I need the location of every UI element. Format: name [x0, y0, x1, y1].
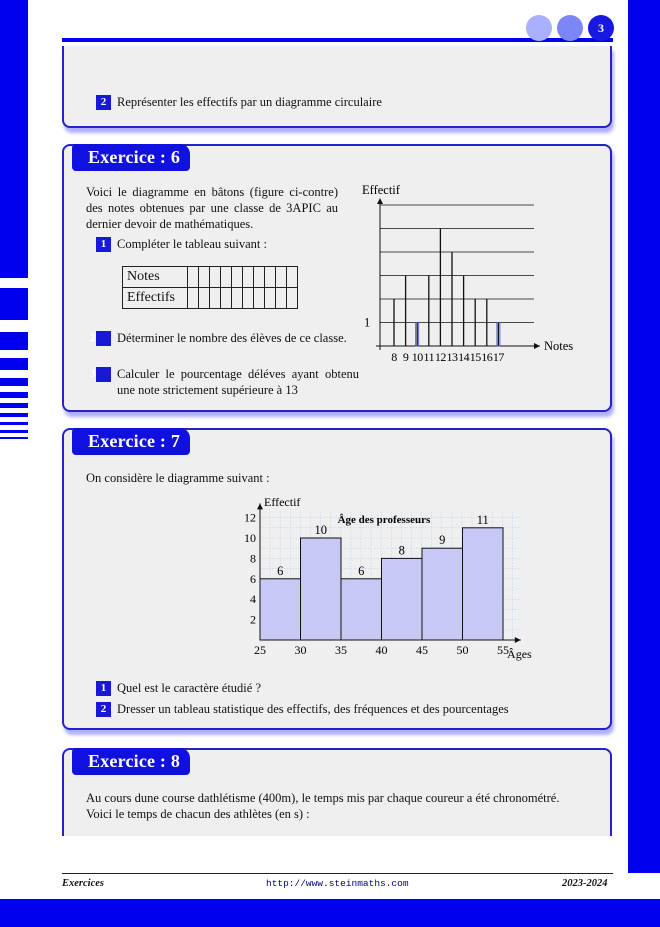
x-tick-label: 14 — [458, 350, 470, 364]
question-number: 2 — [96, 702, 111, 717]
exercise-8-title: Exercice : 8 — [72, 748, 190, 775]
exercise-6-box — [62, 144, 612, 412]
chart-title: Âge des professeurs — [337, 514, 431, 526]
bottom-bar — [0, 899, 660, 927]
question-text: Représenter les effectifs par un diagramme circulaire — [117, 95, 382, 109]
x-tick-label: 40 — [375, 643, 388, 657]
question-item — [96, 701, 509, 717]
x-tick-label: 13 — [446, 350, 458, 364]
exercise-8-line-2: Voici le temps de chacun des athlètes (en s) : — [86, 807, 310, 821]
x-tick-label: 16 — [481, 350, 493, 364]
page-dot-light — [526, 15, 552, 41]
x-axis-label: Âges — [507, 647, 532, 661]
table-header-cell: Effectifs — [123, 288, 188, 309]
y-tick-label: 12 — [244, 510, 256, 525]
question-text: Déterminer le nombre des élèves de ce classe. — [117, 331, 347, 345]
question-number: 1 — [96, 681, 111, 696]
table-empty-cell — [276, 267, 287, 288]
exercise-6-intro: Voici le diagramme en bâtons (figure ci-contre) des notes obtenues par une classe de 3APIC au dernier devoir de mathématiques. — [86, 185, 338, 231]
question-text: Compléter le tableau suivant : — [117, 237, 267, 251]
left-margin-stripe — [0, 392, 28, 398]
left-margin-stripe — [0, 437, 28, 439]
exercise-7-intro: On considère le diagramme suivant : — [86, 471, 270, 485]
left-margin-stripe — [0, 422, 28, 425]
x-axis-arrow — [515, 637, 521, 643]
table-empty-cell — [221, 267, 232, 288]
table-empty-cell — [254, 267, 265, 288]
x-tick-label: 8 — [391, 350, 397, 364]
x-tick-label: 17 — [492, 350, 504, 364]
table-empty-cell — [243, 267, 254, 288]
bar-value-label: 8 — [398, 543, 405, 558]
footer-year: 2023-2024 — [562, 878, 608, 889]
histogram-bar — [341, 579, 382, 640]
y-axis-arrow — [257, 503, 263, 509]
table-empty-cell — [221, 288, 232, 309]
x-tick-label: 55 — [497, 643, 509, 657]
question-item — [96, 94, 382, 110]
histogram-bar — [260, 579, 301, 640]
x-tick-label: 35 — [335, 643, 347, 657]
question-item — [90, 330, 359, 346]
table-empty-cell — [188, 267, 199, 288]
y-tick-label: 2 — [250, 612, 256, 627]
table-empty-cell — [232, 267, 243, 288]
x-axis-arrow — [534, 343, 540, 349]
exercise-8-line-1: Au cours dune course dathlétisme (400m), le temps mis par chaque coureur a été chronométré. — [86, 791, 560, 805]
footer-rule — [62, 873, 613, 874]
question-text: Dresser un tableau statistique des effectifs, des fréquences et des pourcentages — [117, 702, 509, 716]
exercise-7-title: Exercice : 7 — [72, 428, 190, 455]
x-tick-label: 9 — [402, 350, 409, 364]
previous-exercise-box — [62, 46, 612, 128]
left-margin-stripe — [0, 430, 28, 433]
question-number: 1 — [96, 237, 111, 252]
header-rule — [62, 38, 613, 42]
x-tick-label: 10 — [411, 350, 423, 364]
table-empty-cell — [287, 288, 298, 309]
exercise-6-title: Exercice : 6 — [72, 144, 190, 171]
y-tick-label: 4 — [250, 592, 256, 607]
histogram-bar — [422, 548, 463, 640]
bar-value-label: 10 — [314, 523, 327, 537]
page-dot-medium — [557, 15, 583, 41]
x-tick-label: 11 — [423, 350, 435, 364]
y-axis-label: Effectif — [362, 183, 400, 197]
question-item — [90, 366, 359, 398]
left-margin-stripe — [0, 332, 28, 350]
table-row — [123, 267, 298, 288]
teacher-age-histogram — [174, 492, 532, 664]
right-margin-bar — [628, 0, 660, 873]
y-tick-label: 10 — [244, 531, 256, 545]
x-tick-label: 30 — [294, 643, 307, 657]
footer-left: Exercices — [62, 878, 104, 889]
y-tick-label: 8 — [250, 551, 256, 566]
y-axis-arrow — [377, 198, 383, 204]
x-tick-label: 12 — [434, 350, 446, 364]
bar-value-label: 6 — [277, 563, 284, 578]
bar-value-label: 6 — [358, 563, 365, 578]
page-number-badge: 3 — [588, 15, 614, 41]
histogram-bar — [463, 528, 504, 640]
left-margin-stripe — [0, 358, 28, 370]
table-empty-cell — [265, 288, 276, 309]
left-margin-stripe — [0, 403, 28, 408]
table-empty-cell — [199, 288, 210, 309]
y-tick-label: 1 — [364, 315, 371, 330]
histogram-bar — [301, 538, 342, 640]
table-empty-cell — [254, 288, 265, 309]
table-empty-cell — [276, 288, 287, 309]
left-margin-stripe — [0, 378, 28, 386]
question-number: 2 — [96, 331, 111, 346]
bar-value-label: 9 — [439, 533, 446, 548]
table-empty-cell — [188, 288, 199, 309]
question-text: Calculer le pourcentage déléves ayant obtenu une note strictement supérieure à 13 — [117, 367, 359, 397]
x-tick-label: 25 — [254, 643, 266, 657]
table-empty-cell — [210, 288, 221, 309]
table-empty-cell — [210, 267, 221, 288]
notes-table — [122, 266, 298, 309]
question-number: 2 — [96, 95, 111, 110]
exercise-7-box — [62, 428, 612, 730]
table-empty-cell — [243, 288, 254, 309]
table-empty-cell — [287, 267, 298, 288]
question-item — [96, 236, 267, 252]
histogram-bar — [382, 558, 423, 640]
bar-value-label: 11 — [476, 512, 489, 527]
exercise-8-box — [62, 748, 612, 836]
x-tick-label: 45 — [416, 643, 428, 657]
table-empty-cell — [265, 267, 276, 288]
grades-bar-chart — [354, 182, 594, 372]
y-tick-label: 6 — [250, 571, 256, 586]
left-margin-stripe — [0, 413, 28, 417]
table-empty-cell — [232, 288, 243, 309]
question-number: 3 — [96, 367, 111, 382]
question-text: Quel est le caractère étudié ? — [117, 681, 262, 695]
table-row — [123, 288, 298, 309]
x-tick-label: 15 — [469, 350, 481, 364]
y-axis-label: Effectif — [264, 495, 301, 509]
table-header-cell: Notes — [123, 267, 188, 288]
x-axis-label: Notes — [544, 339, 574, 353]
table-empty-cell — [199, 267, 210, 288]
left-margin-block — [0, 288, 28, 320]
x-tick-label: 50 — [456, 643, 469, 657]
left-margin-bar — [0, 0, 28, 278]
question-item — [96, 680, 261, 696]
footer-url[interactable]: http://www.steinmaths.com — [266, 878, 409, 889]
